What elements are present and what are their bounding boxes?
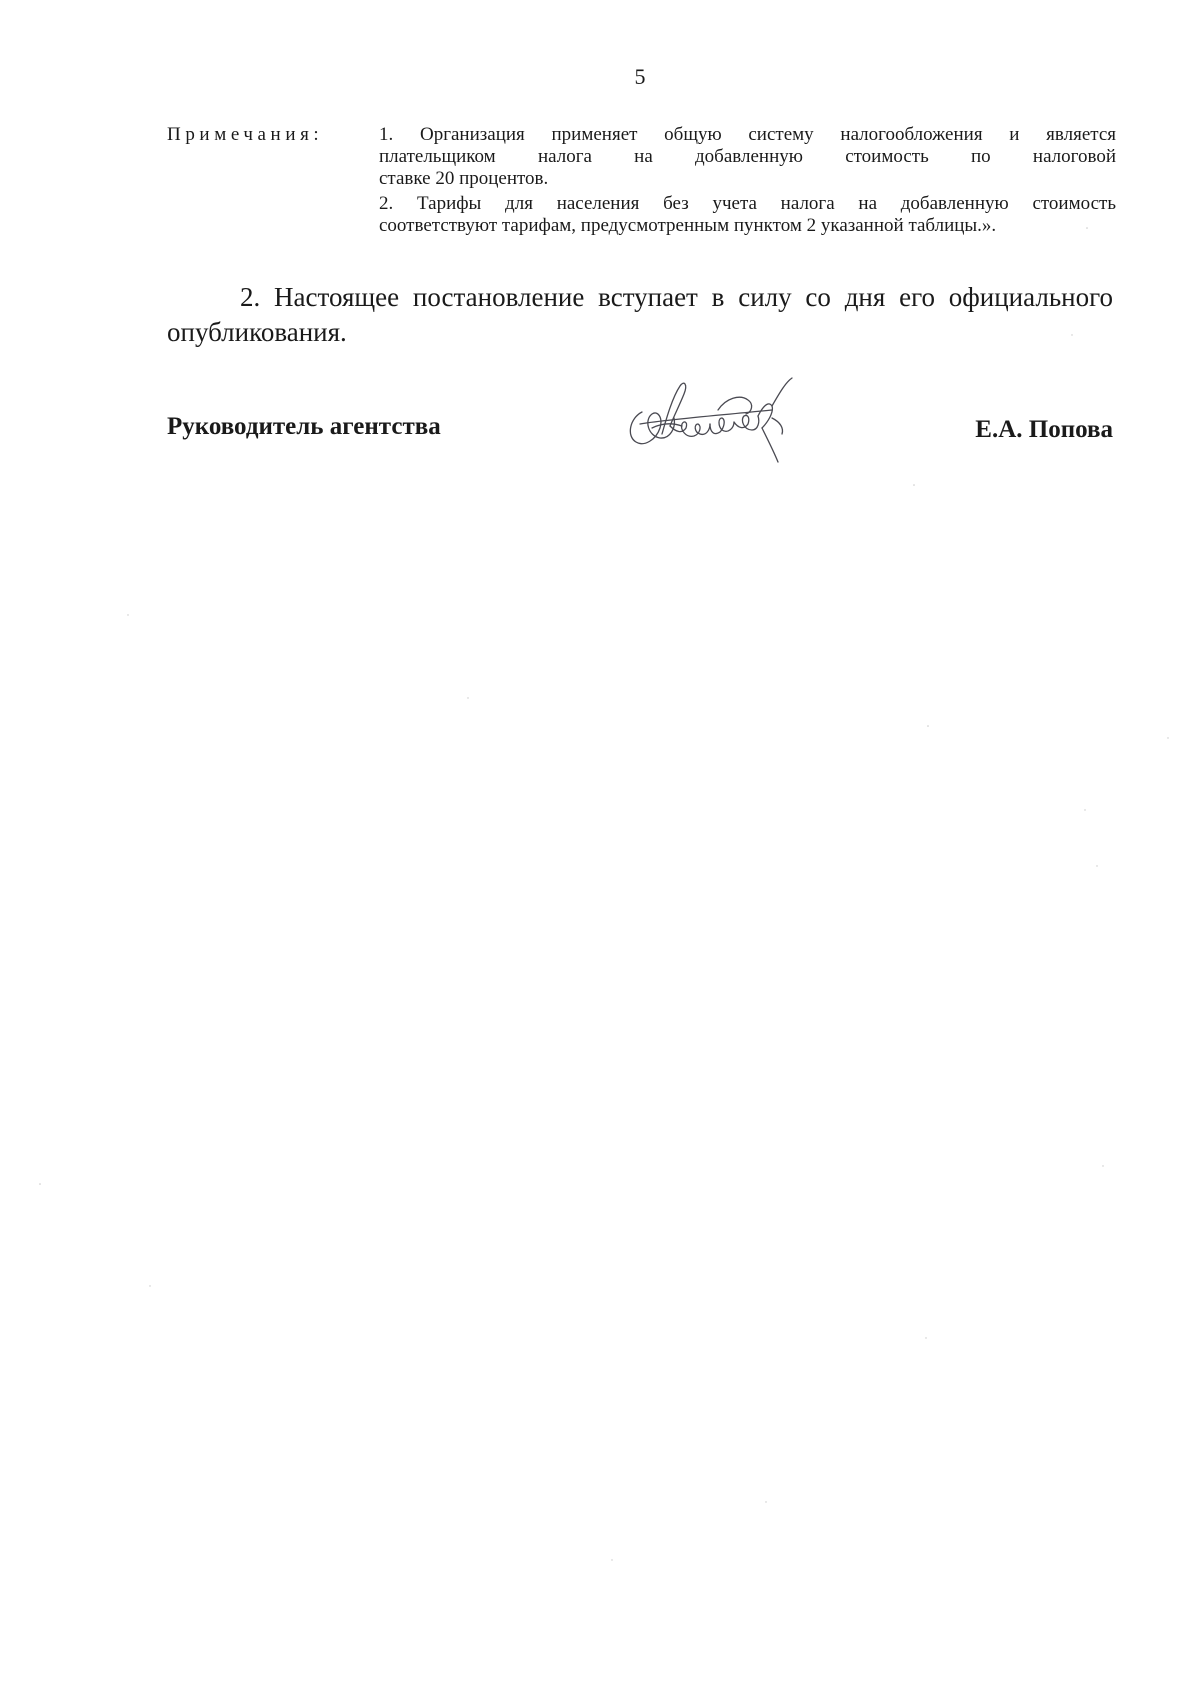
paragraph-line: 2. Настоящее постановление вступает в силу со дня его официального	[240, 282, 1113, 312]
signature-block	[167, 370, 1113, 470]
paragraph-line: опубликования.	[167, 317, 347, 347]
note-text-line: соответствуют тарифам, предусмотренным пунктом 2 указанной таблицы.».	[379, 215, 997, 236]
note-text-line: 2. Тарифы для населения без учета налога на добавленную стоимость	[379, 193, 1116, 214]
effective-date-paragraph	[167, 280, 1113, 350]
notes-list	[379, 124, 1116, 240]
note-item-1	[379, 124, 1116, 190]
note-item-2	[379, 193, 1116, 237]
signer-name: Е.А. Попова	[975, 416, 1113, 443]
note-text-line: ставке 20 процентов.	[379, 168, 549, 189]
notes-label: Примечания:	[167, 124, 324, 145]
handwritten-signature	[622, 370, 812, 470]
note-text-line: 1. Организация применяет общую систему налогообложения и является	[379, 124, 1116, 145]
note-text-line: плательщиком налога на добавленную стоимость по налоговой	[379, 146, 1116, 167]
signer-position-title: Руководитель агентства	[167, 413, 441, 440]
page-number: 5	[634, 64, 646, 89]
